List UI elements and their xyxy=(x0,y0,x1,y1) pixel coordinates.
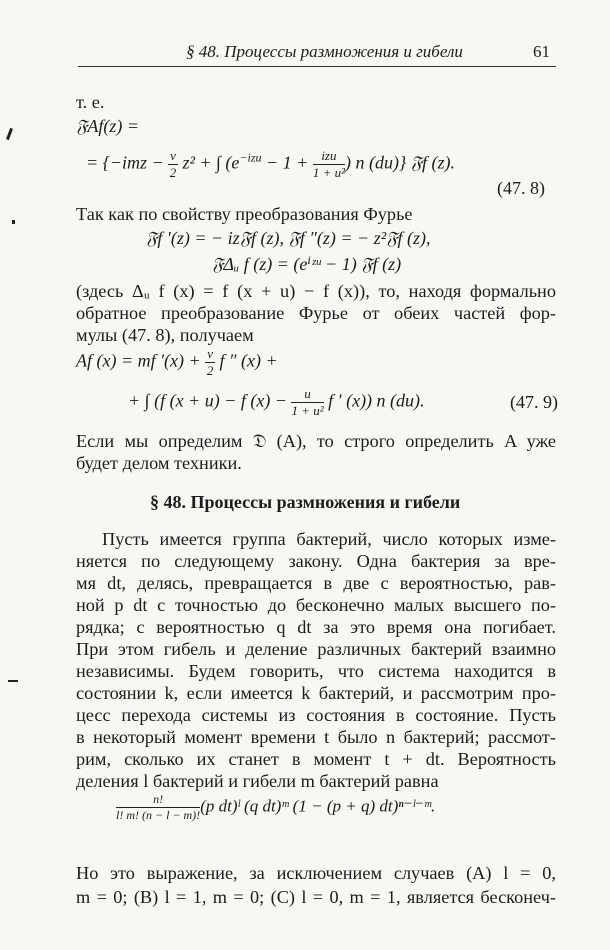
eq-47-9-line1: Af (x) = mf ′(x) + $\frac{v}{2}$ f ″ (x) + xyxy=(76,346,278,378)
para1-line2: обратное преобразование Фурье от обеих частей фор- xyxy=(76,303,556,323)
para4-line2: m = 0; (В) l = 1, m = 0; (С) l = 0, m = 1, является бесконеч- xyxy=(76,887,556,907)
eq-47-9-frac-u: $\frac{u}{\text{1 + u²}}$ xyxy=(291,386,324,418)
para1-line1: (здесь Δᵤ f (x) = f (x + u) − f (x)), то, находя формально xyxy=(76,281,556,301)
para3-line3: мя dt, делясь, превращается в две с вероятностью, рав- xyxy=(76,573,556,593)
para3-line11: рим, сколько их станет в момент t + dt. Вероятность xyxy=(76,749,556,769)
para3-line6: При этом гибель и деление различных бактерий взаимно xyxy=(76,639,556,659)
para3-line12: деления l бактерий и гибели m бактерий равна xyxy=(76,771,439,791)
eq-47-8-mid2: − 1 + xyxy=(261,152,313,173)
eq-47-8-right: ) n (du)} 𝔉f (z). xyxy=(344,152,456,173)
header-rule xyxy=(78,66,556,67)
para1-line3: мулы (47. 8), получаем xyxy=(76,325,254,345)
eq-47-8-line2 xyxy=(86,148,455,181)
eq-47-8-frac-izu: $\frac{\text{izu}}{\text{1 + u²}}$ xyxy=(312,148,345,180)
para2-line1: Если мы определим 𝔇 (A), то строго определить A уже xyxy=(76,431,556,451)
fourier-eq1: 𝔉f ′(z) = − iz𝔉f (z), 𝔉f ″(z) = − z²𝔉f (z), xyxy=(146,228,431,248)
page-number: 61 xyxy=(533,42,550,61)
eq-47-8-number: (47. 8) xyxy=(497,178,545,198)
eq-47-8-mid: z² + ∫ (e xyxy=(177,152,240,173)
prob-frac: $\frac{n!}{l! m! (n - l - m)!}$ xyxy=(116,792,201,822)
margin-mark xyxy=(6,128,13,140)
fourier-eq2: 𝔉Δᵤ f (z) = (eⁱᶻᵘ − 1) 𝔉f (z) xyxy=(212,254,402,274)
para3-line5: рядка; с вероятностью q dt за это время она погибает. xyxy=(76,617,556,637)
para3-line1: Пусть имеется группа бактерий, число которых изме- xyxy=(102,529,556,549)
eq-47-8-frac-v: $\frac{v}{2}$ xyxy=(169,148,177,180)
eq-47-8-left: = {−imz − xyxy=(86,152,169,173)
eq-47-8-line1: 𝔉Af(z) = xyxy=(76,116,140,136)
margin-mark xyxy=(8,680,18,682)
intro-text: т. е. xyxy=(76,92,105,112)
fourier-intro: Так как по свойству преобразования Фурье xyxy=(76,204,413,224)
eq-47-9-number: (47. 9) xyxy=(510,392,558,412)
margin-mark xyxy=(12,220,15,224)
running-title: § 48. Процессы размножения и гибели xyxy=(186,42,463,61)
para4-line1: Но это выражение, за исключением случаев (А) l = 0, xyxy=(76,863,556,883)
para3-line2: няется по следующему закону. Одна бактерия за вре- xyxy=(76,551,556,571)
prob-formula: $\frac{n!}{l! m! (n - l - m)!}$ (p dt)ˡ (q dt)ᵐ (1 − (p + q) dt)ⁿ⁻ˡ⁻ᵐ. xyxy=(116,792,436,822)
para3-line8: состоянии k, если имеется k бактерий, и рассмотрим про- xyxy=(76,683,556,703)
para2-line2: будет делом техники. xyxy=(76,453,242,473)
para3-line7: независимы. Будем говорить, что система находится в xyxy=(76,661,556,681)
eq-47-9-frac-v: $\frac{v}{2}$ xyxy=(206,346,214,378)
section-title: § 48. Процессы размножения и гибели xyxy=(150,492,461,512)
para3-line10: в некоторый момент времени t было n бактерий; рассмот- xyxy=(76,727,556,747)
para3-line4: ной p dt с точностью до бесконечно малых высшего по- xyxy=(76,595,556,615)
eq-47-8-exp: −izu xyxy=(239,150,262,165)
eq-47-9-line2: + ∫ (f (x + u) − f (x) − $\frac{u}{\text{1 + u²}}$ f ′ (x)) n (du). xyxy=(128,386,425,418)
para3-line9: цесс перехода системы из состояния в состояние. Пусть xyxy=(76,705,556,725)
